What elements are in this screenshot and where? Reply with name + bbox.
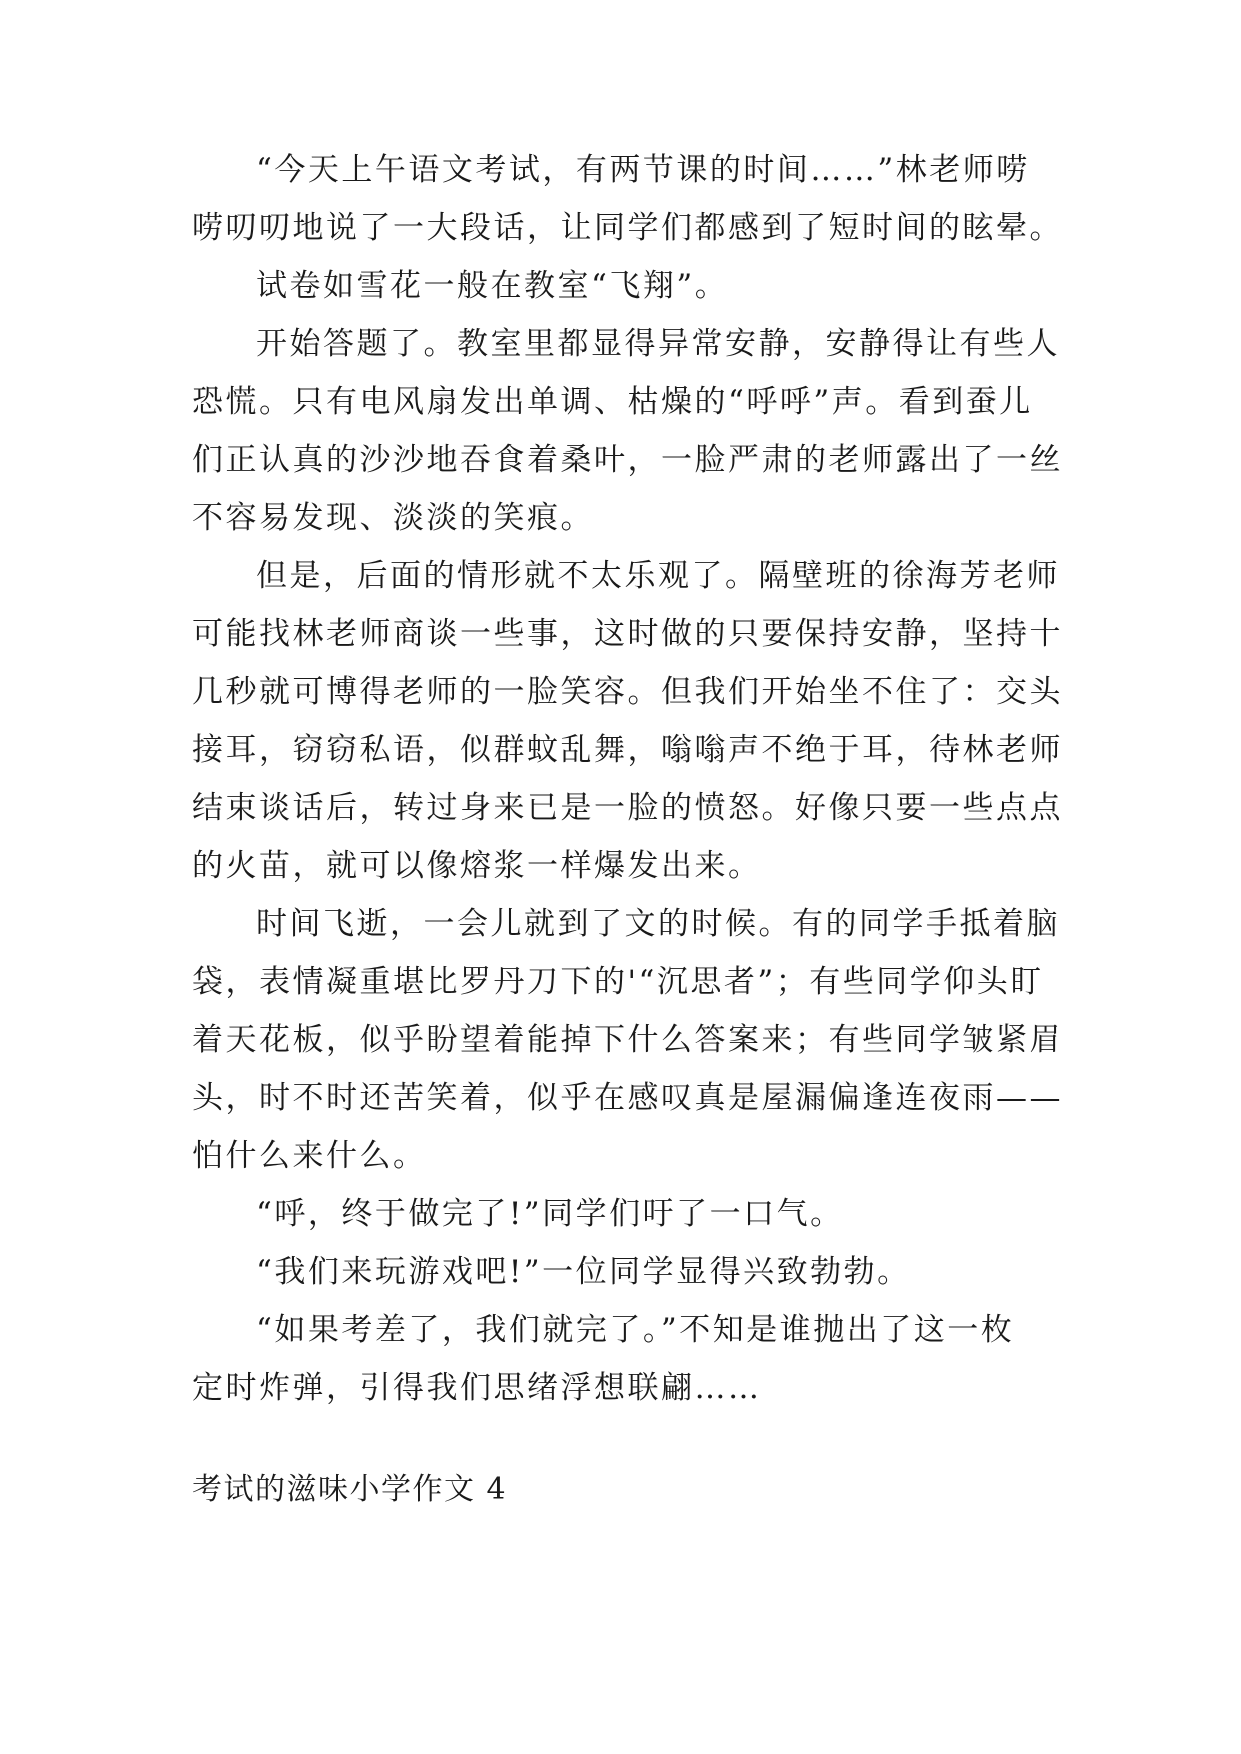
paragraph-line: “今天上午语文考试，有两节课的时间……”林老师唠 bbox=[256, 152, 1030, 188]
paragraph-line: 袋，表情凝重堪比罗丹刀下的'“沉思者”；有些同学仰头盯 bbox=[192, 964, 1044, 1000]
paragraph-line: 唠叨叨地说了一大段话，让同学们都感到了短时间的眩晕。 bbox=[192, 210, 1063, 246]
paragraph-line: 着天花板，似乎盼望着能掉下什么答案来；有些同学皱紧眉 bbox=[192, 1022, 1063, 1058]
paragraph-line: “如果考差了，我们就完了。”不知是谁抛出了这一枚 bbox=[256, 1312, 1015, 1348]
paragraph-line: 几秒就可博得老师的一脸笑容。但我们开始坐不住了：交头 bbox=[192, 674, 1063, 710]
paragraph-line: 开始答题了。教室里都显得异常安静，安静得让有些人 bbox=[256, 326, 1060, 362]
paragraph-line: 头，时不时还苦笑着，似乎在感叹真是屋漏偏逢连夜雨—— bbox=[192, 1080, 1063, 1116]
paragraph-line: 恐慌。只有电风扇发出单调、枯燥的“呼呼”声。看到蚕儿 bbox=[192, 384, 1033, 420]
paragraph-line: 可能找林老师商谈一些事，这时做的只要保持安静，坚持十 bbox=[192, 616, 1063, 652]
paragraph-line: 时间飞逝，一会儿就到了文的时候。有的同学手抵着脑 bbox=[256, 906, 1060, 942]
paragraph-line: 怕什么来什么。 bbox=[192, 1138, 427, 1174]
paragraph-line: 的火苗，就可以像熔浆一样爆发出来。 bbox=[192, 848, 762, 884]
paragraph-line: 们正认真的沙沙地吞食着桑叶，一脸严肃的老师露出了一丝 bbox=[192, 442, 1063, 478]
paragraph-line: 不容易发现、淡淡的笑痕。 bbox=[192, 500, 594, 536]
section-title: 考试的滋味小学作文 4 bbox=[192, 1472, 508, 1507]
paragraph-line: “我们来玩游戏吧!”一位同学显得兴致勃勃。 bbox=[256, 1254, 911, 1290]
paragraph-line: 接耳，窃窃私语，似群蚊乱舞，嗡嗡声不绝于耳，待林老师 bbox=[192, 732, 1063, 768]
paragraph-line: 试卷如雪花一般在教室“飞翔”。 bbox=[256, 268, 729, 304]
paragraph-line: “呼，终于做完了!”同学们吁了一口气。 bbox=[256, 1196, 844, 1232]
paragraph-line: 结束谈话后，转过身来已是一脸的愤怒。好像只要一些点点 bbox=[192, 790, 1063, 826]
paragraph-line: 但是，后面的情形就不太乐观了。隔壁班的徐海芳老师 bbox=[256, 558, 1060, 594]
paragraph-line: 定时炸弹，引得我们思绪浮想联翩…… bbox=[192, 1370, 762, 1406]
